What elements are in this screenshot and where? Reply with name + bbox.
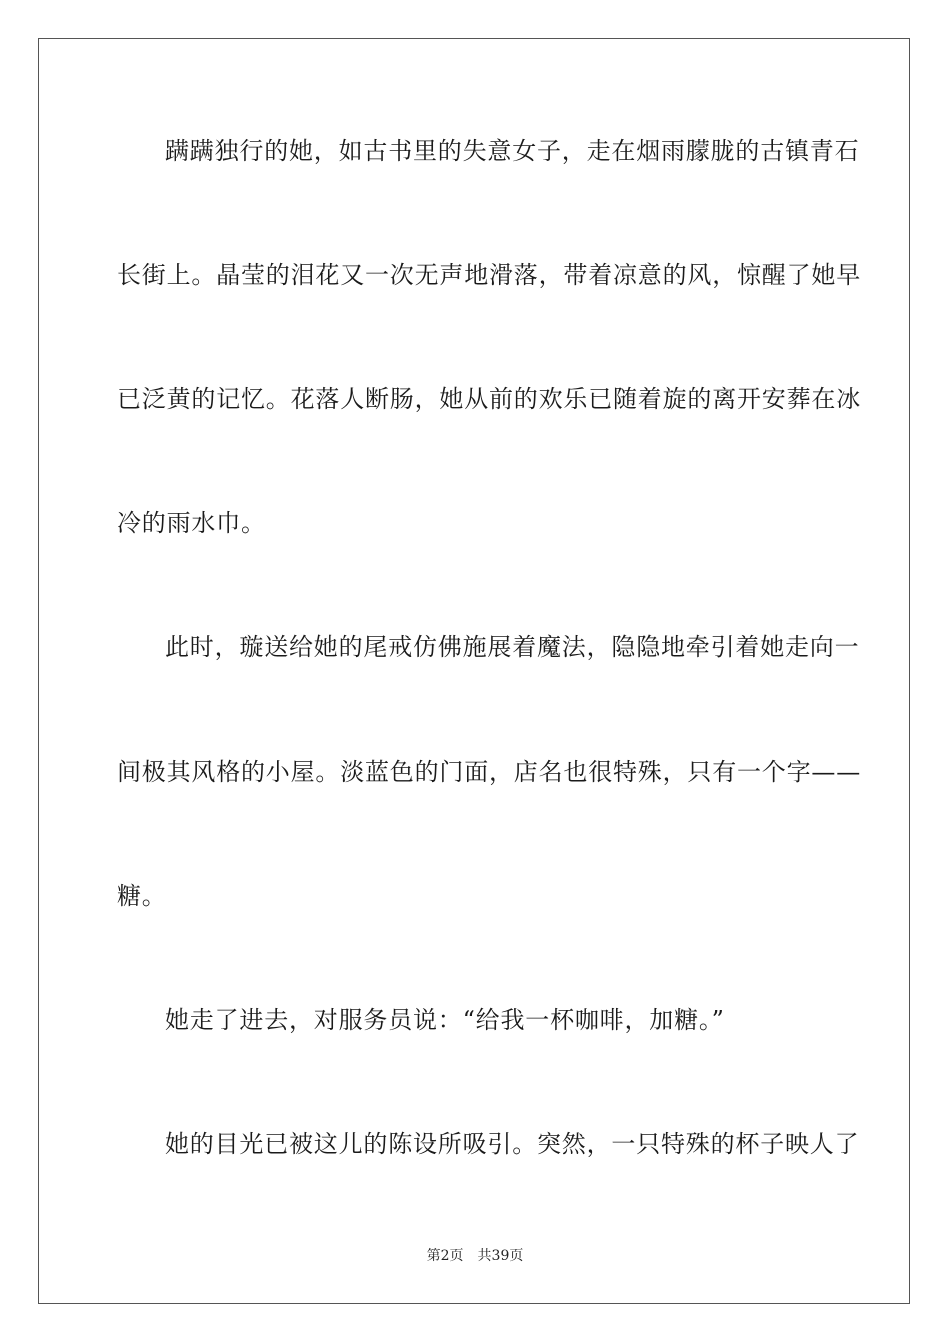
paragraph-line: 糖。 <box>117 882 167 910</box>
paragraph-line: 蹒蹒独行的她，如古书里的失意女子，走在烟雨朦胧的古镇青石 <box>165 137 860 165</box>
paragraph-line: 已泛黄的记忆。花落人断肠，她从前的欢乐已随着旋的离开安葬在冰 <box>117 385 861 413</box>
paragraph-line: 间极其风格的小屋。淡蓝色的门面，店名也很特殊，只有一个字—— <box>117 758 861 786</box>
paragraph-line: 此时，璇送给她的尾戒仿佛施展着魔法，隐隐地牵引着她走向一 <box>165 633 860 661</box>
paragraph-line: 她走了进去，对服务员说：“给我一杯咖啡，加糖。” <box>165 1006 725 1034</box>
page-footer <box>0 1247 950 1265</box>
paragraph-line: 她的目光已被这儿的陈设所吸引。突然，一只特殊的杯子映人了 <box>165 1130 860 1158</box>
paragraph-line: 冷的雨水巾。 <box>117 509 266 537</box>
page-number-current: 第2页 <box>426 1248 464 1264</box>
page-border <box>38 38 910 1304</box>
page-number-total: 共39页 <box>477 1248 524 1264</box>
paragraph-line: 长街上。晶莹的泪花又一次无声地滑落，带着凉意的风，惊醒了她早 <box>117 261 861 289</box>
